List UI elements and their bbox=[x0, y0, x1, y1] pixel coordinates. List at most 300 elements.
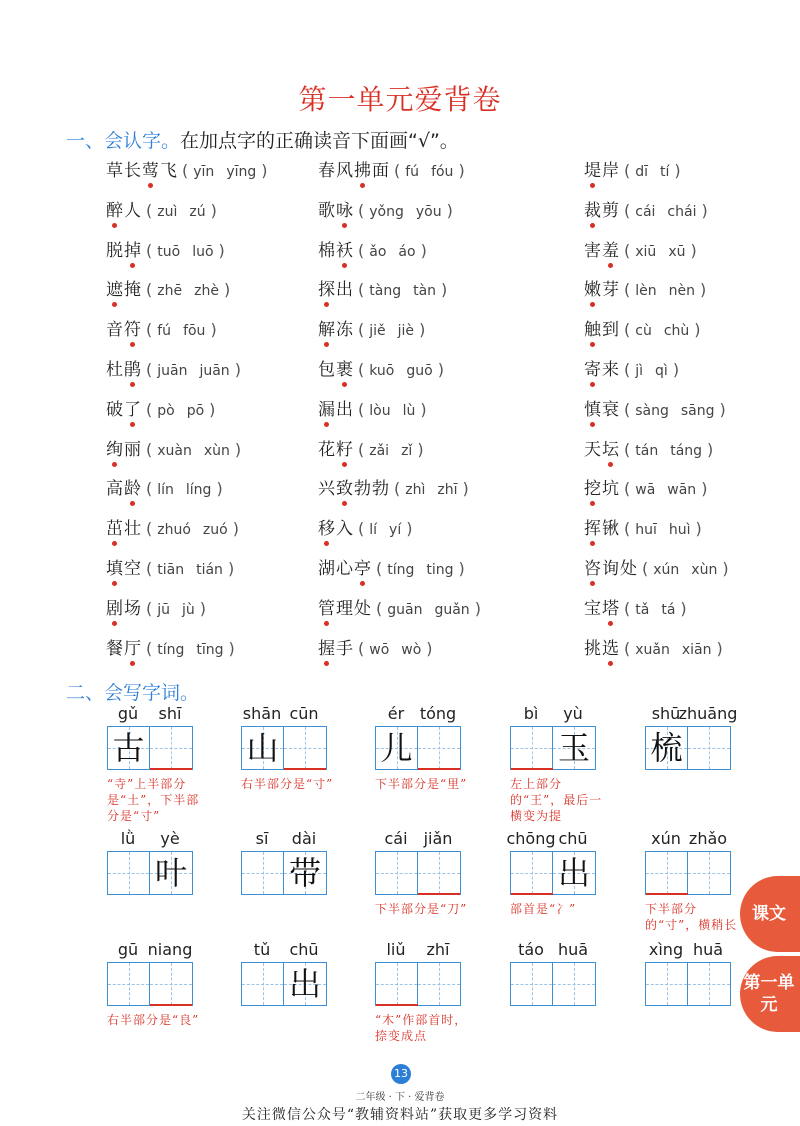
pinyin-option-2[interactable]: tàn bbox=[413, 283, 437, 299]
writing-cell[interactable] bbox=[688, 727, 730, 769]
pinyin-option-2[interactable]: wān bbox=[667, 482, 697, 498]
writing-cell[interactable] bbox=[150, 963, 192, 1005]
writing-cell[interactable] bbox=[418, 963, 460, 1005]
writing-hint: “木”作部首时，捺变成点 bbox=[375, 1013, 468, 1043]
emphasis-dot bbox=[590, 342, 595, 347]
reading-word: 探出 bbox=[318, 276, 354, 304]
pinyin-options: ( wō wò ) bbox=[358, 639, 433, 658]
pinyin-label: xún zhǎo bbox=[651, 829, 728, 848]
tianzige-boxes bbox=[645, 851, 731, 895]
reading-word: 破了 bbox=[106, 396, 142, 424]
pinyin-options: ( tǎ tá ) bbox=[624, 599, 687, 618]
pinyin-options: ( juān juān ) bbox=[146, 360, 241, 379]
focus-underline bbox=[376, 1004, 418, 1006]
pinyin-option-2[interactable]: guō bbox=[406, 363, 433, 379]
pinyin-options: ( tuō luō ) bbox=[146, 241, 225, 260]
pinyin-option-1[interactable]: tǎ bbox=[635, 602, 650, 618]
reading-item bbox=[318, 356, 444, 384]
pinyin-option-1[interactable]: tíng bbox=[387, 562, 415, 578]
pinyin-option-1[interactable]: fú bbox=[157, 323, 172, 339]
pinyin-option-2[interactable]: tián bbox=[196, 562, 223, 578]
section2-heading bbox=[66, 678, 199, 705]
writing-cell[interactable] bbox=[418, 852, 460, 894]
emphasis-dot bbox=[342, 223, 347, 228]
pinyin-option-2[interactable]: guǎn bbox=[434, 602, 470, 618]
pinyin-option-2[interactable]: zú bbox=[189, 204, 206, 220]
pinyin-option-1[interactable]: kuō bbox=[369, 363, 395, 379]
page-number: 13 bbox=[391, 1064, 411, 1084]
pinyin-option-1[interactable]: guān bbox=[387, 602, 423, 618]
focus-underline bbox=[646, 893, 688, 895]
reading-item bbox=[106, 197, 217, 225]
writing-cell[interactable]: 带 bbox=[284, 852, 326, 894]
pinyin-options: ( sàng sāng ) bbox=[624, 400, 726, 419]
emphasis-dot bbox=[130, 263, 135, 268]
focus-underline bbox=[511, 893, 553, 895]
writing-cell[interactable]: 儿 bbox=[376, 727, 418, 769]
reading-word: 裁剪 bbox=[584, 197, 620, 225]
pinyin-option-2[interactable]: huì bbox=[668, 522, 691, 538]
reading-word: 寄来 bbox=[584, 356, 620, 384]
pinyin-options: ( cù chù ) bbox=[624, 320, 701, 339]
pinyin-label: bì yù bbox=[523, 704, 583, 723]
reading-word: 管理处 bbox=[318, 595, 372, 623]
emphasis-dot bbox=[324, 541, 329, 546]
pinyin-option-2[interactable]: jù bbox=[182, 602, 195, 618]
writing-cell[interactable]: 叶 bbox=[150, 852, 192, 894]
pinyin-options: ( fú fóu ) bbox=[394, 161, 465, 180]
pinyin-option-2[interactable]: jiè bbox=[397, 323, 415, 339]
reading-item bbox=[584, 515, 702, 543]
writing-cell[interactable] bbox=[376, 963, 418, 1005]
pinyin-option-1[interactable]: fú bbox=[405, 164, 420, 180]
pinyin-option-2[interactable]: xiān bbox=[681, 642, 712, 658]
reading-item bbox=[584, 276, 706, 304]
writing-cell[interactable] bbox=[511, 727, 553, 769]
pinyin-option-1[interactable]: zhì bbox=[405, 482, 426, 498]
reading-word: 挖坑 bbox=[584, 475, 620, 503]
pinyin-option-1[interactable]: jì bbox=[635, 363, 644, 379]
pinyin-options: ( tíng tīng ) bbox=[146, 639, 235, 658]
emphasis-dot bbox=[608, 661, 613, 666]
pinyin-option-1[interactable]: zǎi bbox=[369, 443, 390, 459]
writing-cell[interactable] bbox=[688, 963, 730, 1005]
focus-underline bbox=[150, 1004, 192, 1006]
section1-heading bbox=[66, 126, 459, 153]
tianzige-boxes bbox=[645, 962, 731, 1006]
focus-underline bbox=[511, 768, 553, 770]
writing-cell[interactable] bbox=[284, 727, 326, 769]
pinyin-option-1[interactable]: juān bbox=[157, 363, 188, 379]
pinyin-option-1[interactable]: tiān bbox=[157, 562, 185, 578]
writing-cell[interactable] bbox=[688, 852, 730, 894]
reading-item bbox=[584, 475, 707, 503]
tianzige-boxes bbox=[375, 962, 461, 1006]
pinyin-option-1[interactable]: tàng bbox=[369, 283, 402, 299]
reading-word: 音符 bbox=[106, 316, 142, 344]
emphasis-dot bbox=[130, 422, 135, 427]
pinyin-option-2[interactable]: luō bbox=[192, 244, 214, 260]
reading-item bbox=[106, 555, 234, 583]
pinyin-option-1[interactable]: xuàn bbox=[157, 443, 192, 459]
reading-word: 歌咏 bbox=[318, 197, 354, 225]
pinyin-option-2[interactable]: juān bbox=[199, 363, 230, 379]
emphasis-dot bbox=[342, 501, 347, 506]
pinyin-options: ( lín líng ) bbox=[146, 479, 223, 498]
tianzige-boxes bbox=[107, 726, 193, 770]
pinyin-option-2[interactable]: wò bbox=[401, 642, 422, 658]
pinyin-options: ( yǒng yōu ) bbox=[358, 201, 453, 220]
writing-cell[interactable] bbox=[150, 727, 192, 769]
reading-item bbox=[318, 197, 453, 225]
tab-unit-one[interactable]: 第一单元 bbox=[740, 956, 800, 1032]
emphasis-dot bbox=[130, 382, 135, 387]
pinyin-options: ( zhì zhī ) bbox=[394, 479, 469, 498]
pinyin-option-1[interactable]: wā bbox=[635, 482, 656, 498]
pinyin-option-1[interactable]: xuǎn bbox=[635, 642, 670, 658]
emphasis-dot bbox=[130, 342, 135, 347]
pinyin-label: gū niang bbox=[117, 940, 193, 959]
reading-word: 挑选 bbox=[584, 635, 620, 663]
pinyin-option-2[interactable]: zhī bbox=[437, 482, 458, 498]
writing-cell[interactable]: 古 bbox=[108, 727, 150, 769]
emphasis-dot bbox=[590, 541, 595, 546]
emphasis-dot bbox=[324, 661, 329, 666]
reading-word: 触到 bbox=[584, 316, 620, 344]
writing-cell[interactable] bbox=[511, 852, 553, 894]
tianzige-boxes bbox=[375, 851, 461, 895]
pinyin-option-2[interactable]: tí bbox=[660, 164, 670, 180]
reading-item bbox=[318, 515, 412, 543]
reading-word: 害羞 bbox=[584, 237, 620, 265]
pinyin-option-2[interactable]: lù bbox=[402, 403, 416, 419]
reading-item bbox=[584, 356, 679, 384]
reading-item bbox=[318, 635, 433, 663]
pinyin-options: ( dī tí ) bbox=[624, 161, 681, 180]
reading-item bbox=[106, 635, 235, 663]
pinyin-options: ( zhē zhè ) bbox=[146, 280, 231, 299]
pinyin-options: ( tiān tián ) bbox=[146, 559, 235, 578]
emphasis-dot bbox=[590, 183, 595, 188]
pinyin-options: ( xuǎn xiān ) bbox=[624, 639, 723, 658]
pinyin-option-2[interactable]: fōu bbox=[183, 323, 206, 339]
writing-hint: 下半部分是“里” bbox=[375, 777, 468, 791]
pinyin-option-2[interactable]: fóu bbox=[431, 164, 454, 180]
pinyin-label: liǔ zhī bbox=[386, 940, 450, 959]
pinyin-option-2[interactable]: nèn bbox=[668, 283, 695, 299]
emphasis-dot bbox=[112, 302, 117, 307]
pinyin-label: gǔ shī bbox=[117, 704, 182, 723]
pinyin-options: ( fú fōu ) bbox=[146, 320, 217, 339]
reading-word: 挥锹 bbox=[584, 515, 620, 543]
reading-item bbox=[584, 555, 729, 583]
tab-textbook[interactable]: 课文 bbox=[740, 876, 800, 952]
reading-item bbox=[584, 396, 726, 424]
reading-item bbox=[318, 475, 469, 503]
pinyin-option-2[interactable]: yí bbox=[389, 522, 402, 538]
reading-item bbox=[584, 157, 681, 185]
pinyin-label: xìng huā bbox=[648, 940, 724, 959]
pinyin-option-1[interactable]: tán bbox=[635, 443, 659, 459]
writing-cell[interactable] bbox=[553, 963, 595, 1005]
pinyin-option-1[interactable]: dī bbox=[635, 164, 649, 180]
pinyin-option-1[interactable]: xún bbox=[653, 562, 680, 578]
writing-hint: 部首是“冫” bbox=[510, 902, 577, 916]
focus-underline bbox=[418, 768, 460, 770]
pinyin-option-1[interactable]: jiě bbox=[369, 323, 386, 339]
writing-cell[interactable] bbox=[646, 852, 688, 894]
reading-item bbox=[106, 515, 239, 543]
reading-item bbox=[584, 316, 701, 344]
pinyin-option-2[interactable]: tá bbox=[661, 602, 676, 618]
writing-cell[interactable]: 出 bbox=[284, 963, 326, 1005]
reading-word: 茁壮 bbox=[106, 515, 142, 543]
reading-item bbox=[106, 475, 223, 503]
reading-item bbox=[106, 356, 241, 384]
reading-item bbox=[318, 316, 425, 344]
tianzige-boxes bbox=[241, 962, 327, 1006]
writing-cell[interactable] bbox=[108, 852, 150, 894]
pinyin-option-2[interactable]: xùn bbox=[691, 562, 718, 578]
reading-item bbox=[318, 436, 424, 464]
pinyin-option-1[interactable]: wō bbox=[369, 642, 390, 658]
reading-item bbox=[106, 436, 241, 464]
pinyin-options: ( wā wān ) bbox=[624, 479, 708, 498]
writing-cell[interactable]: 山 bbox=[242, 727, 284, 769]
reading-word: 堤岸 bbox=[584, 157, 620, 185]
reading-word: 天坛 bbox=[584, 436, 620, 464]
pinyin-option-2[interactable]: táng bbox=[670, 443, 703, 459]
writing-cell[interactable] bbox=[242, 963, 284, 1005]
emphasis-dot bbox=[112, 541, 117, 546]
writing-hint: 右半部分是“寸” bbox=[241, 777, 334, 791]
pinyin-label: shū zhuāng bbox=[651, 704, 738, 723]
tianzige-boxes bbox=[510, 962, 596, 1006]
writing-cell[interactable] bbox=[242, 852, 284, 894]
tianzige-boxes bbox=[510, 851, 596, 895]
reading-word: 绚丽 bbox=[106, 436, 142, 464]
footer-promo: 关注微信公众号“教辅资料站”获取更多学习资料 bbox=[241, 1107, 559, 1123]
pinyin-options: ( tàng tàn ) bbox=[358, 280, 448, 299]
pinyin-option-2[interactable]: tīng bbox=[196, 642, 224, 658]
emphasis-dot bbox=[360, 183, 365, 188]
pinyin-option-1[interactable]: sàng bbox=[635, 403, 669, 419]
pinyin-options: ( pò pō ) bbox=[146, 400, 216, 419]
page-title: 第一单元爱背卷 bbox=[298, 83, 502, 116]
pinyin-option-1[interactable]: zuì bbox=[157, 204, 178, 220]
reading-word: 高龄 bbox=[106, 475, 142, 503]
emphasis-dot bbox=[112, 621, 117, 626]
reading-item bbox=[584, 436, 713, 464]
writing-cell[interactable]: 玉 bbox=[553, 727, 595, 769]
pinyin-option-1[interactable]: pò bbox=[157, 403, 175, 419]
section1-label: 一、会认字。 bbox=[66, 130, 181, 152]
emphasis-dot bbox=[590, 581, 595, 586]
pinyin-option-1[interactable]: cái bbox=[635, 204, 656, 220]
reading-item bbox=[584, 197, 708, 225]
writing-cell[interactable]: 出 bbox=[553, 852, 595, 894]
pinyin-option-2[interactable]: yōu bbox=[415, 204, 442, 220]
pinyin-options: ( jiě jiè ) bbox=[358, 320, 426, 339]
reading-item bbox=[106, 237, 225, 265]
emphasis-dot bbox=[590, 422, 595, 427]
emphasis-dot bbox=[360, 581, 365, 586]
pinyin-option-2[interactable]: sāng bbox=[680, 403, 715, 419]
pinyin-option-2[interactable]: xùn bbox=[203, 443, 230, 459]
pinyin-option-1[interactable]: jū bbox=[157, 602, 171, 618]
reading-word: 宝塔 bbox=[584, 595, 620, 623]
pinyin-label: táo huā bbox=[518, 940, 589, 959]
reading-item bbox=[318, 237, 427, 265]
writing-cell[interactable] bbox=[376, 852, 418, 894]
pinyin-option-2[interactable]: zǐ bbox=[401, 443, 413, 459]
emphasis-dot bbox=[324, 422, 329, 427]
reading-word: 兴致勃勃 bbox=[318, 475, 390, 503]
reading-word: 醉人 bbox=[106, 197, 142, 225]
pinyin-options: ( ǎo áo ) bbox=[358, 241, 427, 260]
writing-hint: 下半部分的“寸”，横稍长 bbox=[645, 902, 738, 932]
pinyin-option-2[interactable]: áo bbox=[398, 244, 416, 260]
reading-word: 填空 bbox=[106, 555, 142, 583]
writing-cell[interactable] bbox=[418, 727, 460, 769]
pinyin-option-1[interactable]: yīn bbox=[193, 164, 215, 180]
focus-underline bbox=[150, 768, 192, 770]
pinyin-options: ( yīn yīng ) bbox=[182, 161, 268, 180]
reading-item bbox=[106, 595, 206, 623]
pinyin-option-2[interactable]: chái bbox=[667, 204, 697, 220]
emphasis-dot bbox=[324, 302, 329, 307]
emphasis-dot bbox=[342, 462, 347, 467]
pinyin-label: tǔ chū bbox=[253, 940, 319, 959]
reading-word: 杜鹃 bbox=[106, 356, 142, 384]
pinyin-option-2[interactable]: ting bbox=[426, 562, 454, 578]
writing-hint: “寺”上半部分是“土”，下半部分是“寸” bbox=[107, 777, 200, 823]
writing-cell[interactable]: 梳 bbox=[646, 727, 688, 769]
pinyin-option-1[interactable]: huī bbox=[635, 522, 657, 538]
pinyin-options: ( zhuó zuó ) bbox=[146, 519, 239, 538]
tianzige-boxes bbox=[375, 726, 461, 770]
pinyin-option-2[interactable]: yīng bbox=[226, 164, 257, 180]
pinyin-option-2[interactable]: zhè bbox=[194, 283, 219, 299]
tianzige-boxes bbox=[107, 962, 193, 1006]
pinyin-options: ( zǎi zǐ ) bbox=[358, 440, 424, 459]
pinyin-option-2[interactable]: qì bbox=[655, 363, 668, 379]
reading-word: 剧场 bbox=[106, 595, 142, 623]
pinyin-option-2[interactable]: zuó bbox=[202, 522, 228, 538]
pinyin-option-2[interactable]: xū bbox=[668, 244, 686, 260]
emphasis-dot bbox=[148, 183, 153, 188]
emphasis-dot bbox=[590, 223, 595, 228]
reading-word: 草长莺飞 bbox=[106, 157, 178, 185]
pinyin-options: ( tíng ting ) bbox=[376, 559, 465, 578]
reading-word: 握手 bbox=[318, 635, 354, 663]
pinyin-option-1[interactable]: zhuó bbox=[157, 522, 191, 538]
pinyin-option-2[interactable]: chù bbox=[663, 323, 690, 339]
writing-hint: 下半部分是“刀” bbox=[375, 902, 468, 916]
pinyin-option-2[interactable]: líng bbox=[185, 482, 212, 498]
pinyin-option-1[interactable]: zhē bbox=[157, 283, 183, 299]
pinyin-option-1[interactable]: yǒng bbox=[369, 204, 404, 220]
reading-word: 遮掩 bbox=[106, 276, 142, 304]
reading-item bbox=[584, 237, 697, 265]
emphasis-dot bbox=[342, 382, 347, 387]
pinyin-label: ér tóng bbox=[387, 704, 457, 723]
pinyin-options: ( lèn nèn ) bbox=[624, 280, 707, 299]
reading-item bbox=[318, 157, 465, 185]
reading-item bbox=[584, 635, 723, 663]
emphasis-dot bbox=[608, 263, 613, 268]
pinyin-option-1[interactable]: ǎo bbox=[369, 244, 387, 260]
pinyin-options: ( lí yí ) bbox=[358, 519, 413, 538]
pinyin-options: ( lòu lù ) bbox=[358, 400, 427, 419]
tianzige-boxes bbox=[510, 726, 596, 770]
pinyin-options: ( xún xùn ) bbox=[642, 559, 729, 578]
pinyin-label: chōng chū bbox=[506, 829, 588, 848]
emphasis-dot bbox=[112, 581, 117, 586]
reading-word: 春风拂面 bbox=[318, 157, 390, 185]
pinyin-option-2[interactable]: pō bbox=[186, 403, 205, 419]
reading-word: 脱掉 bbox=[106, 237, 142, 265]
pinyin-options: ( kuō guō ) bbox=[358, 360, 444, 379]
reading-word: 棉袄 bbox=[318, 237, 354, 265]
reading-item bbox=[106, 157, 268, 185]
emphasis-dot bbox=[324, 342, 329, 347]
reading-item bbox=[318, 555, 465, 583]
reading-word: 咨询处 bbox=[584, 555, 638, 583]
writing-cell[interactable] bbox=[646, 963, 688, 1005]
emphasis-dot bbox=[608, 621, 613, 626]
emphasis-dot bbox=[324, 621, 329, 626]
tianzige-boxes bbox=[241, 851, 327, 895]
pinyin-label: lǜ yè bbox=[120, 829, 180, 848]
pinyin-option-1[interactable]: lí bbox=[369, 522, 378, 538]
emphasis-dot bbox=[590, 382, 595, 387]
reading-word: 花籽 bbox=[318, 436, 354, 464]
reading-word: 包裹 bbox=[318, 356, 354, 384]
pinyin-option-1[interactable]: lèn bbox=[635, 283, 657, 299]
focus-underline bbox=[418, 893, 460, 895]
pinyin-options: ( huī huì ) bbox=[624, 519, 702, 538]
pinyin-options: ( xiū xū ) bbox=[624, 241, 697, 260]
pinyin-options: ( jū jù ) bbox=[146, 599, 207, 618]
emphasis-dot bbox=[130, 661, 135, 666]
pinyin-option-1[interactable]: tíng bbox=[157, 642, 185, 658]
reading-word: 慎衰 bbox=[584, 396, 620, 424]
pinyin-label: cái jiǎn bbox=[384, 829, 453, 848]
tianzige-boxes bbox=[241, 726, 327, 770]
tianzige-boxes bbox=[645, 726, 731, 770]
reading-item bbox=[106, 276, 230, 304]
pinyin-options: ( guān guǎn ) bbox=[376, 599, 481, 618]
pinyin-label: shān cūn bbox=[242, 704, 319, 723]
pinyin-option-1[interactable]: tuō bbox=[157, 244, 181, 260]
pinyin-option-1[interactable]: lín bbox=[157, 482, 174, 498]
pinyin-option-1[interactable]: cù bbox=[635, 323, 652, 339]
pinyin-option-1[interactable]: lòu bbox=[369, 403, 391, 419]
reading-item bbox=[318, 276, 447, 304]
writing-cell[interactable] bbox=[108, 963, 150, 1005]
reading-item bbox=[318, 595, 481, 623]
pinyin-options: ( cái chái ) bbox=[624, 201, 708, 220]
emphasis-dot bbox=[112, 223, 117, 228]
pinyin-option-1[interactable]: xiū bbox=[635, 244, 657, 260]
section1-instruction: 在加点字的正确读音下面画“√”。 bbox=[180, 130, 459, 152]
writing-hint: 右半部分是“良” bbox=[107, 1013, 200, 1027]
reading-word: 嫩芽 bbox=[584, 276, 620, 304]
writing-cell[interactable] bbox=[511, 963, 553, 1005]
reading-item bbox=[106, 316, 217, 344]
reading-word: 移入 bbox=[318, 515, 354, 543]
